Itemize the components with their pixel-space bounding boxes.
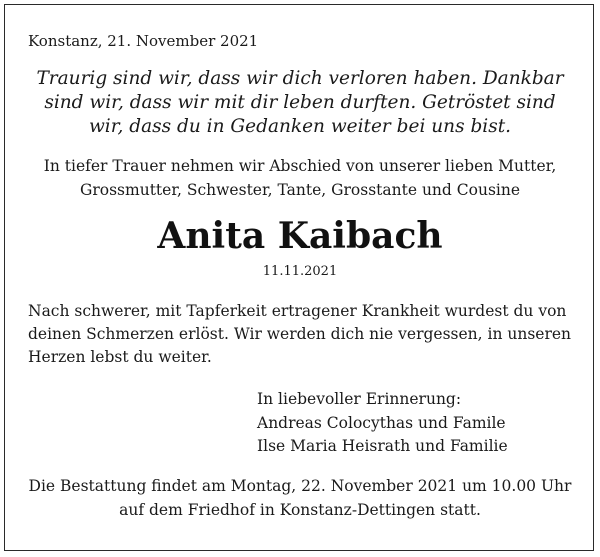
memorial-quote: Traurig sind wir, dass wir dich verloren haben. Dankbar sind wir, dass wir mit dir leben durften. Getröstet sind wir, dass du in Gedanken weiter bei uns bist. <box>36 68 564 137</box>
funeral-info: Die Bestattung findet am Montag, 22. November 2021 um 10.00 Uhr auf dem Friedhof in Konstanz-Dettingen statt. <box>28 477 572 519</box>
place-date: Konstanz, 21. November 2021 <box>28 32 259 50</box>
signoff-family-2: Ilse Maria Heisrath und Familie <box>257 437 508 455</box>
intro-text: In tiefer Trauer nehmen wir Abschied von unserer lieben Mutter, Grossmutter, Schwester, Tante, Grosstante und Cousine <box>43 157 557 199</box>
signoff-block <box>257 388 508 459</box>
death-date: 11.11.2021 <box>262 264 338 279</box>
signoff-family-1: Andreas Colocythas und Famile <box>257 413 506 432</box>
signoff-heading: In liebevoller Erinnerung: <box>257 390 462 408</box>
deceased-name: Anita Kaibach <box>157 215 443 257</box>
farewell-message: Nach schwerer, mit Tapferkeit ertragener Krankheit wurdest du von deinen Schmerzen erlöst. Wir werden dich nie vergessen, in unseren Herzen lebst du weiter. <box>28 302 572 366</box>
obituary-card <box>4 4 594 551</box>
